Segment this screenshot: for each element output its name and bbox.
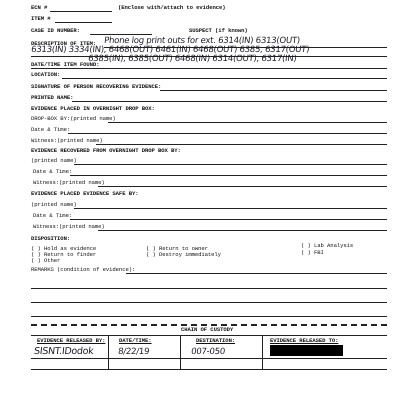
dropbox-by-line (108, 122, 387, 123)
item-line (55, 22, 112, 23)
disposition-return-finder[interactable]: ( ) Return to finder (31, 251, 97, 258)
custody-col-divider-1 (108, 335, 109, 369)
recovered-date-label: Date & Time: (33, 168, 73, 175)
enclose-note: (Enclose with/attach to evidence) (118, 4, 226, 11)
custody-col-divider-2 (180, 335, 181, 369)
printed-name-line (72, 101, 387, 102)
remarks-line-4 (31, 316, 387, 317)
location-label: LOCATION: (31, 71, 61, 78)
recovered-witness-label: Witness:(printed name) (33, 179, 105, 186)
remarks-line-3 (31, 302, 387, 303)
recovered-drop-heading: EVIDENCE RECOVERED FROM OVERNIGHT DROP BOX BY: (31, 147, 181, 154)
ecn-line (50, 11, 112, 12)
custody-header-released-by: EVIDENCE RELEASED BY: (37, 337, 106, 344)
safe-name-line (74, 208, 387, 209)
case-id-label: CASE ID NUMBER: (31, 27, 80, 34)
ecn-label: ECN # (31, 4, 48, 11)
custody-header-date-time: DATE/TIME: (119, 337, 152, 344)
safe-witness-line (98, 230, 387, 231)
dropbox-date-label: Date & Time: (31, 126, 71, 133)
disposition-lab[interactable]: ( ) Lab Analysis (301, 242, 354, 249)
recovered-date-line (70, 175, 387, 176)
location-line (62, 78, 387, 79)
custody-row-line-2 (31, 369, 387, 370)
date-time-found-line (31, 68, 387, 69)
safe-date-line (70, 219, 387, 220)
dropbox-witness-label: Witness:(printed name) (31, 137, 103, 144)
custody-row-line-1 (31, 358, 387, 359)
custody-destination-handwriting: 007-050 (190, 347, 226, 357)
dropbox-witness-line (96, 144, 387, 145)
dropbox-date-line (68, 133, 387, 134)
custody-date-handwriting: 8/22/19 (117, 347, 150, 357)
printed-name-label: PRINTED NAME: (31, 94, 74, 101)
recovered-name-line (74, 164, 387, 165)
custody-released-to-redaction (270, 345, 343, 356)
description-label: DESCRIPTION OF ITEM: (31, 40, 97, 47)
custody-header-released-to: EVIDENCE RELEASED TO: (270, 337, 339, 344)
overnight-drop-heading: EVIDENCE PLACED IN OVERNIGHT DROP BOX: (31, 105, 155, 112)
disposition-destroy[interactable]: ( ) Destroy immediately (146, 251, 221, 258)
disposition-hold[interactable]: ( ) Hold as evidence (31, 245, 97, 252)
custody-table-top (31, 335, 387, 336)
description-handwriting-3: 6385(IN), 6385(OUT) 6468(IN) 6314(OUT), 6317(IN) (87, 54, 297, 64)
description-handwriting-2: 6313(IN) 3334(IN), 6468(OUT) 6461(IN) 6468(OUT) 6385, 6317(OUT) (30, 45, 310, 55)
safe-witness-label: Witness:(printed name) (33, 223, 105, 230)
disposition-other[interactable]: ( ) Other (31, 257, 61, 264)
suspect-label: SUSPECT (if known) (189, 27, 248, 34)
recovered-witness-line (98, 186, 387, 187)
custody-header-destination: DESTINATION: (196, 337, 236, 344)
disposition-return-owner[interactable]: ( ) Return to owner (146, 245, 208, 252)
safe-heading: EVIDENCE PLACED EVIDENCE SAFE BY: (31, 190, 139, 197)
dropbox-by-label: DROP-BOX BY:(printed name) (31, 115, 116, 122)
case-id-line (90, 34, 152, 35)
custody-released-by-signature: SISNT.IDodok (33, 346, 94, 357)
custody-col-divider-3 (262, 335, 263, 369)
safe-date-label: Date & Time: (33, 212, 73, 219)
remarks-line-1 (126, 273, 387, 274)
recovered-name-label: (printed name) (31, 157, 77, 164)
safe-name-label: (printed name) (31, 201, 77, 208)
remarks-label: REMARKS (condition of evidence): (31, 266, 136, 273)
description-handwriting-1: Phone log print outs for ext. 6314(IN) 6313(OUT) (103, 36, 301, 46)
disposition-fbi[interactable]: ( ) FBI (301, 249, 324, 256)
signature-recovering-label: SIGNATURE OF PERSON RECOVERING EVIDENCE: (31, 83, 162, 90)
remarks-line-2 (31, 288, 387, 289)
signature-recovering-line (160, 90, 387, 91)
custody-title: CHAIN OF CUSTODY (181, 326, 234, 333)
item-label: ITEM # (31, 15, 51, 22)
date-time-found-label: DATE/TIME ITEM FOUND: (31, 61, 100, 68)
disposition-label: DISPOSITION: (31, 235, 71, 242)
